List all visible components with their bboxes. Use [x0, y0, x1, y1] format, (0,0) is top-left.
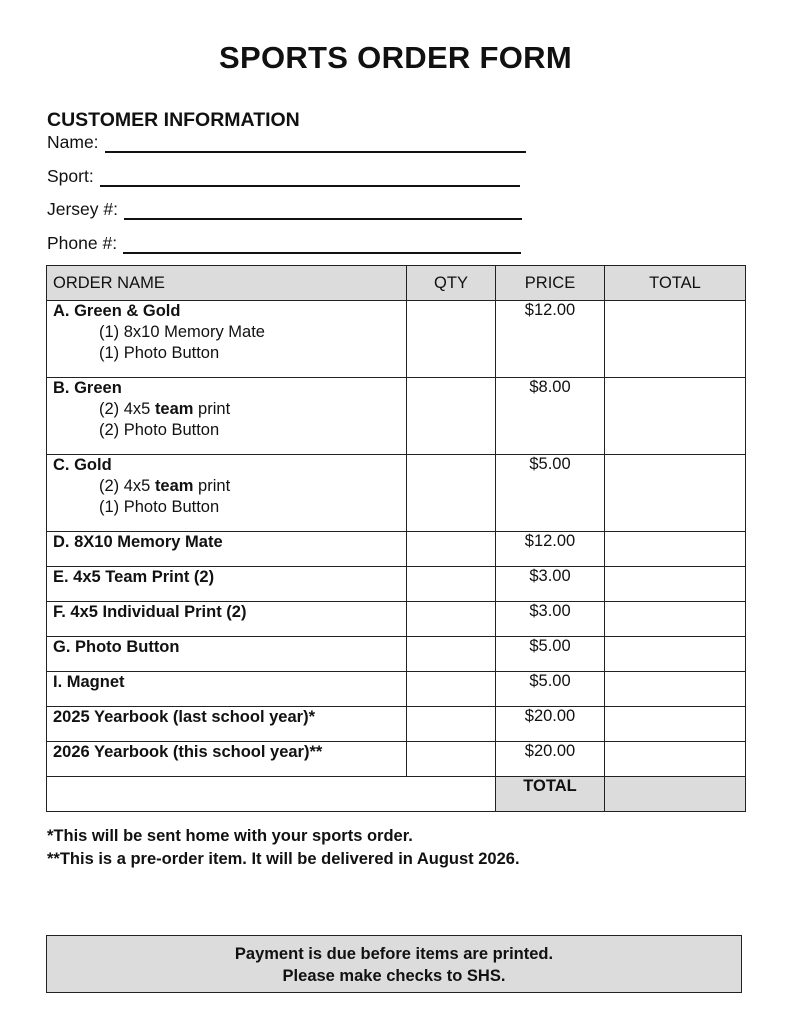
package-cell [47, 301, 407, 378]
total-cell[interactable] [605, 532, 746, 567]
price-cell: $5.00 [496, 672, 605, 707]
package-line: (2) 4x5 team print [99, 400, 231, 418]
price-cell: $20.00 [496, 742, 605, 777]
footnote-yearbook-preorder: **This is a pre-order item. It will be delivered in August 2026. [47, 850, 520, 868]
table-row [47, 301, 746, 378]
total-cell[interactable] [605, 637, 746, 672]
package-cell [47, 378, 407, 455]
payment-line-2: Please make checks to SHS. [282, 967, 506, 985]
total-cell[interactable] [605, 301, 746, 378]
total-cell[interactable] [605, 742, 746, 777]
item-name: D. 8X10 Memory Mate [47, 532, 407, 567]
table-row [47, 602, 746, 637]
price-cell: $8.00 [496, 378, 605, 455]
sport-label: Sport: [47, 166, 94, 186]
package-line: (1) Photo Button [99, 498, 220, 516]
qty-cell[interactable] [407, 455, 496, 532]
jersey-label: Jersey #: [47, 199, 118, 219]
table-row [47, 455, 746, 532]
table-row [47, 637, 746, 672]
phone-blank-line[interactable] [123, 234, 521, 254]
sport-field[interactable] [47, 166, 520, 187]
qty-cell[interactable] [407, 672, 496, 707]
footnotes [47, 825, 520, 871]
package-title: B. Green [53, 379, 122, 397]
package-cell [47, 455, 407, 532]
customer-info-heading: CUSTOMER INFORMATION [47, 109, 300, 131]
qty-cell[interactable] [407, 301, 496, 378]
price-cell: $12.00 [496, 532, 605, 567]
qty-cell[interactable] [407, 378, 496, 455]
order-table [46, 265, 746, 812]
footnote-yearbook-last: *This will be sent home with your sports order. [47, 827, 413, 845]
name-field[interactable] [47, 132, 526, 153]
header-order-name: ORDER NAME [47, 266, 407, 301]
grand-total-cell[interactable] [605, 777, 746, 812]
table-row [47, 567, 746, 602]
table-row [47, 378, 746, 455]
phone-label: Phone #: [47, 233, 118, 253]
total-row-blank [47, 777, 496, 812]
table-row [47, 707, 746, 742]
total-cell[interactable] [605, 602, 746, 637]
sport-blank-line[interactable] [100, 167, 520, 187]
package-line: (1) 8x10 Memory Mate [99, 323, 265, 341]
price-cell: $12.00 [496, 301, 605, 378]
total-cell[interactable] [605, 672, 746, 707]
price-cell: $5.00 [496, 637, 605, 672]
item-name: F. 4x5 Individual Print (2) [47, 602, 407, 637]
qty-cell[interactable] [407, 532, 496, 567]
table-row [47, 672, 746, 707]
form-title: SPORTS ORDER FORM [218, 40, 572, 75]
price-cell: $5.00 [496, 455, 605, 532]
total-cell[interactable] [605, 455, 746, 532]
payment-line-1: Payment is due before items are printed. [234, 945, 554, 963]
qty-cell[interactable] [407, 567, 496, 602]
price-cell: $3.00 [496, 602, 605, 637]
item-name: I. Magnet [47, 672, 407, 707]
phone-field[interactable] [47, 233, 521, 254]
package-line: (2) Photo Button [99, 421, 220, 439]
qty-cell[interactable] [407, 742, 496, 777]
price-cell: $20.00 [496, 707, 605, 742]
qty-cell[interactable] [407, 602, 496, 637]
item-name: 2026 Yearbook (this school year)** [47, 742, 407, 777]
header-qty: QTY [407, 266, 496, 301]
package-line: (2) 4x5 team print [99, 477, 231, 495]
table-total-row [47, 777, 746, 812]
package-title: C. Gold [53, 456, 112, 474]
price-cell: $3.00 [496, 567, 605, 602]
item-name: E. 4x5 Team Print (2) [47, 567, 407, 602]
header-total: TOTAL [605, 266, 746, 301]
table-row [47, 742, 746, 777]
name-label: Name: [47, 132, 99, 152]
item-name: 2025 Yearbook (last school year)* [47, 707, 407, 742]
name-blank-line[interactable] [105, 133, 526, 153]
grand-total-label: TOTAL [496, 777, 605, 812]
total-cell[interactable] [605, 567, 746, 602]
table-header-row [47, 266, 746, 301]
item-name: G. Photo Button [47, 637, 407, 672]
table-row [47, 532, 746, 567]
qty-cell[interactable] [407, 637, 496, 672]
jersey-field[interactable] [47, 199, 522, 220]
qty-cell[interactable] [407, 707, 496, 742]
total-cell[interactable] [605, 378, 746, 455]
jersey-blank-line[interactable] [124, 200, 522, 220]
package-line: (1) Photo Button [99, 344, 220, 362]
header-price: PRICE [496, 266, 605, 301]
payment-notice [46, 935, 742, 993]
total-cell[interactable] [605, 707, 746, 742]
package-title: A. Green & Gold [53, 302, 181, 320]
